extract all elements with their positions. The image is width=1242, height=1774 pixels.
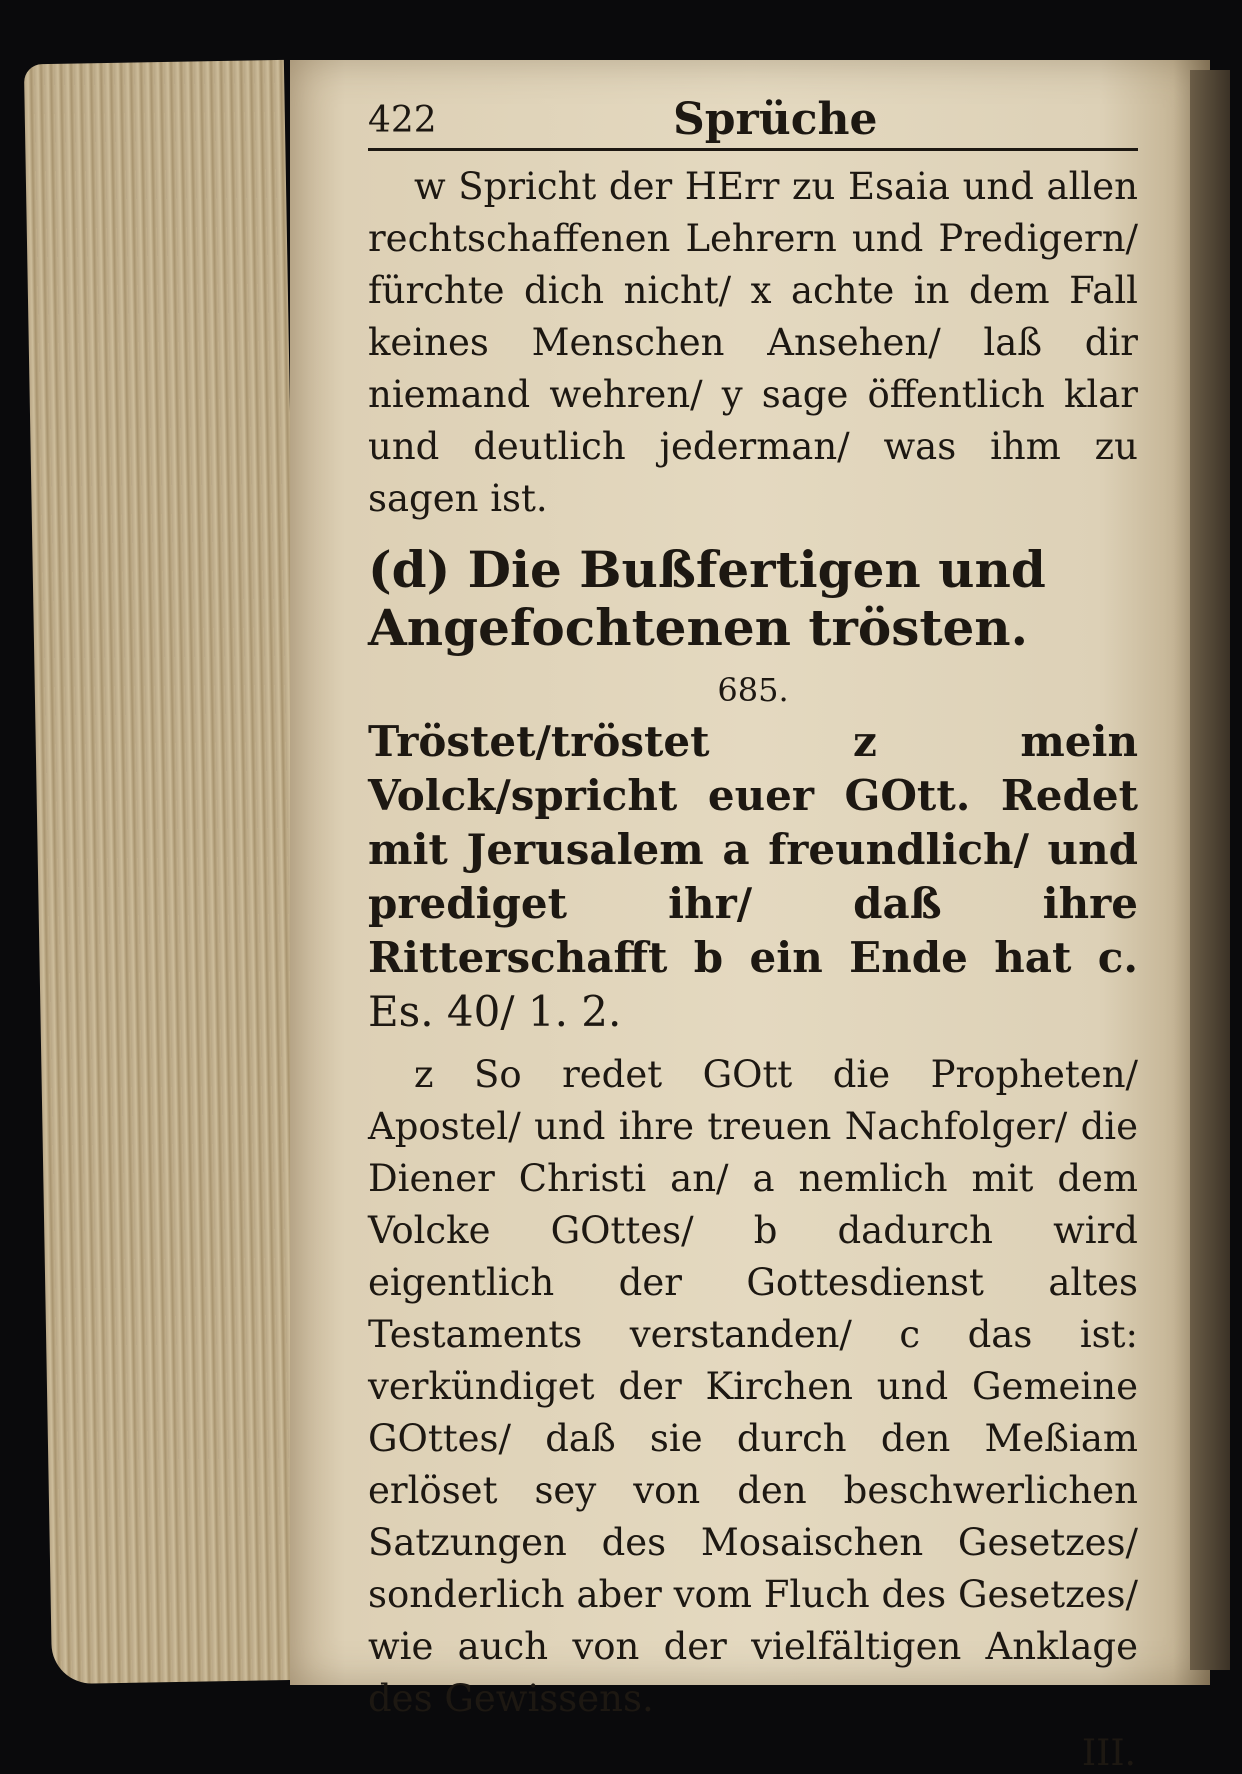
verse-number: 685. (717, 671, 789, 709)
verse-reference: Es. 40/ 1. 2. (368, 987, 622, 1036)
verse-text (368, 715, 1138, 1039)
catchword: III. (1081, 1733, 1136, 1774)
page-header (368, 92, 1138, 151)
book-page-edges (24, 60, 312, 1684)
section-heading: (d) Die Bußfertigen und Angefochtenen trösten. (368, 540, 1046, 657)
running-head: Sprüche (673, 94, 878, 145)
verse-body: Tröstet/tröstet z mein Volck/spricht euer GOtt. Redet mit Jerusalem a freundlich/ und prediget ihr/ daß ihre Ritterschafft b ein Ende hat c. (368, 717, 1138, 982)
page-number: 422 (368, 100, 437, 141)
footnote-paragraph: z So redet GOtt die Propheten/ Apostel/ und ihre treuen Nachfolger/ die Diener Christi an/ a nemlich mit dem Volcke GOttes/ b dadurch wird eigentlich der Gottesdienst altes Testaments verstanden/ c das ist: verkündiget der Kirchen und Gemeine GOttes/ daß sie durch den Meßiam erlöset sey von den beschwerlichen Satzungen des Mosaischen Gesetzes/ sonderlich aber vom Fluch des Gesetzes/ wie auch von der vielfältigen Anklage des Gewissens. (368, 1053, 1138, 1720)
page-content (368, 92, 1138, 1774)
book-gutter (1190, 70, 1230, 1670)
footnote-paragraph: w Spricht der HErr zu Esaia und allen rechtschaffenen Lehrern und Predigern/ fürchte dich nicht/ x achte in dem Fall keines Menschen Ansehen/ laß dir niemand wehren/ y sage öffentlich klar und deutlich jederman/ was ihm zu sagen ist. (368, 165, 1138, 520)
